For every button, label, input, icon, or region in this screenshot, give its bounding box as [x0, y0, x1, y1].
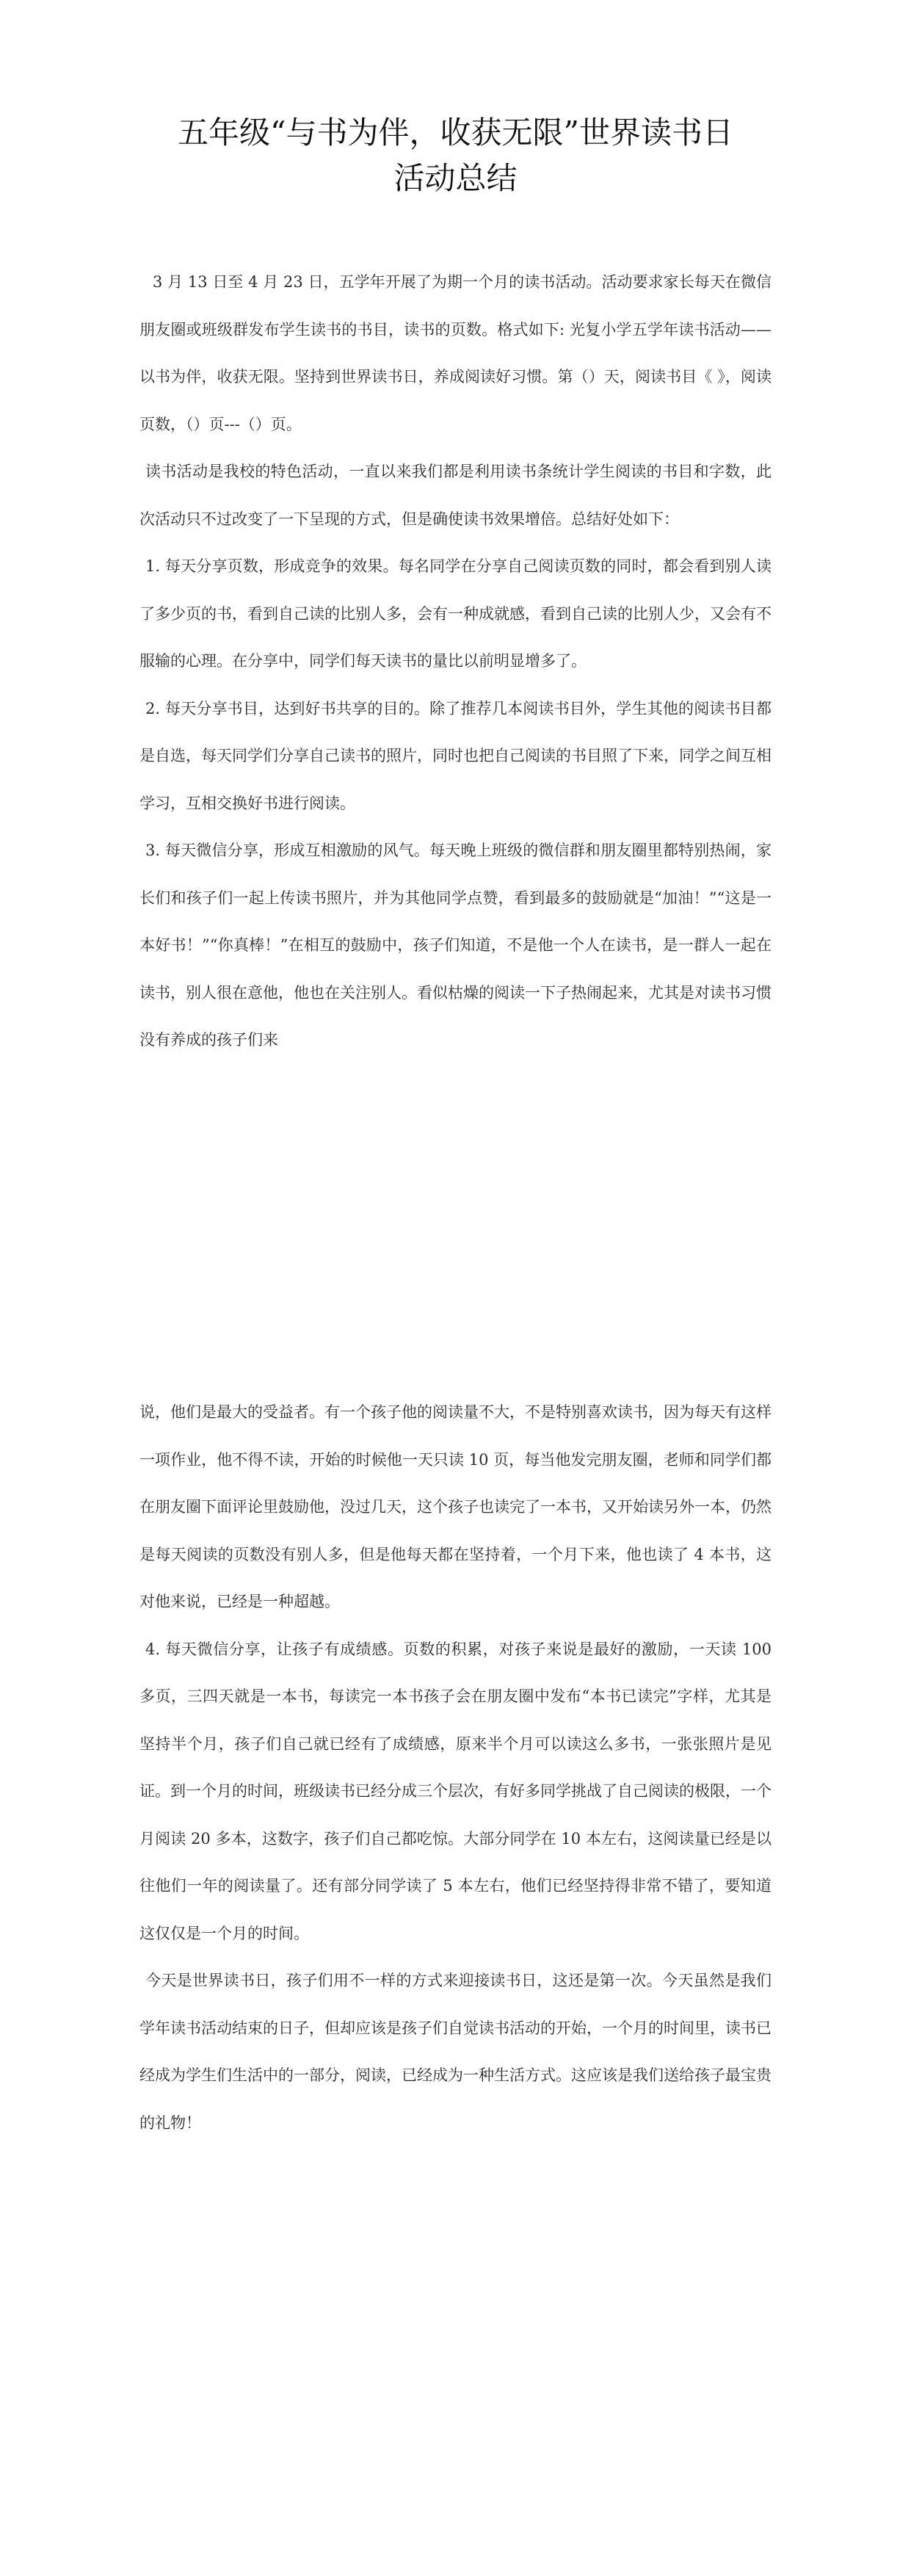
paragraph-point-4: 4. 每天微信分享，让孩子有成绩感。页数的积累，对孩子来说是最好的激励，一天读 100 多页，三四天就是一本书，每读完一本书孩子会在朋友圈中发布“本书已读完”字样，尤其是坚持半个月，孩子们自己就已经有了成绩感，原来半个月可以读这么多书，一张张照片是见证。到一个月的时间，班级读书已经分成三个层次，有好多同学挑战了自己阅读的极限，一个月阅读 20 多本，这数字，孩子们自己都吃惊。大部分同学在 10 本左右，这阅读量已经是以往他们一年的阅读量了。还有部分同学读了 5 本左右，他们已经坚持得非常不错了，要知道这仅仅是一个月的时间。 — [139, 1640, 772, 1942]
paragraph-point-3: 3. 每天微信分享，形成互相激励的风气。每天晚上班级的微信群和朋友圈里都特别热闹，家长们和孩子们一起上传读书照片，并为其他同学点赞，看到最多的鼓励就是“加油！”“这是一本好书！”“你真棒！”在相互的鼓励中，孩子们知道，不是他一个人在读书，是一群人一起在读书，别人很在意他，他也在关注别人。看似枯燥的阅读一下子热闹起来，尤其是对读书习惯没有养成的孩子们来 — [139, 842, 772, 1049]
document-title — [103, 110, 808, 201]
paragraph-intro: 3 月 13 日至 4 月 23 日，五学年开展了为期一个月的读书活动。活动要求家长每天在微信朋友圈或班级群发布学生读书的书目，读书的页数。格式如下: 光复小学五学年读书活动——以书为伴，收获无限。坚持到世界读书日，养成阅读好习惯。第（）天，阅读书目《 》，阅读页数，（）页---（）页。 — [139, 273, 772, 433]
body-section-2 — [139, 1389, 772, 2146]
paragraph-point-2: 2. 每天分享书目，达到好书共享的目的。除了推荐几本阅读书目外，学生其他的阅读书目都是自选，每天同学们分享自己读书的照片，同时也把自己阅读的书目照了下来，同学之间互相学习，互相交换好书进行阅读。 — [139, 699, 772, 812]
paragraph-activity-feature: 读书活动是我校的特色活动，一直以来我们都是利用读书条统计学生阅读的书目和字数，此次活动只不过改变了一下呈现的方式，但是确使读书效果增倍。总结好处如下： — [139, 463, 772, 528]
title-line-2: 活动总结 — [393, 160, 518, 196]
paragraph-point-3-continued: 说，他们是最大的受益者。有一个孩子他的阅读量不大，不是特别喜欢读书，因为每天有这样一项作业，他不得不读，开始的时候他一天只读 10 页，每当他发完朋友圈，老师和同学们都在朋友圈下面评论里鼓励他，没过几天，这个孩子也读完了一本书，又开始读另外一本，仍然是每天阅读的页数没有别人多，但是他每天都在坚持着，一个月下来，他也读了 4 本书，这对他来说，已经是一种超越。 — [139, 1403, 772, 1610]
paragraph-conclusion: 今天是世界读书日，孩子们用不一样的方式来迎接读书日，这还是第一次。今天虽然是我们学年读书活动结束的日子，但却应该是孩子们自觉读书活动的开始，一个月的时间里，读书已经成为学生们生活中的一部分，阅读，已经成为一种生活方式。这应该是我们送给孩子最宝贵的礼物！ — [139, 1972, 772, 2132]
body-section-1 — [139, 258, 772, 1064]
paragraph-point-1: 1. 每天分享页数，形成竞争的效果。每名同学在分享自己阅读页数的同时，都会看到别人读了多少页的书，看到自己读的比别人多，会有一种成就感，看到自己读的比别人少，又会有不服输的心理。在分享中，同学们每天读书的量比以前明显增多了。 — [139, 557, 772, 670]
title-line-1: 五年级“与书为伴，收获无限”世界读书日 — [178, 115, 733, 151]
